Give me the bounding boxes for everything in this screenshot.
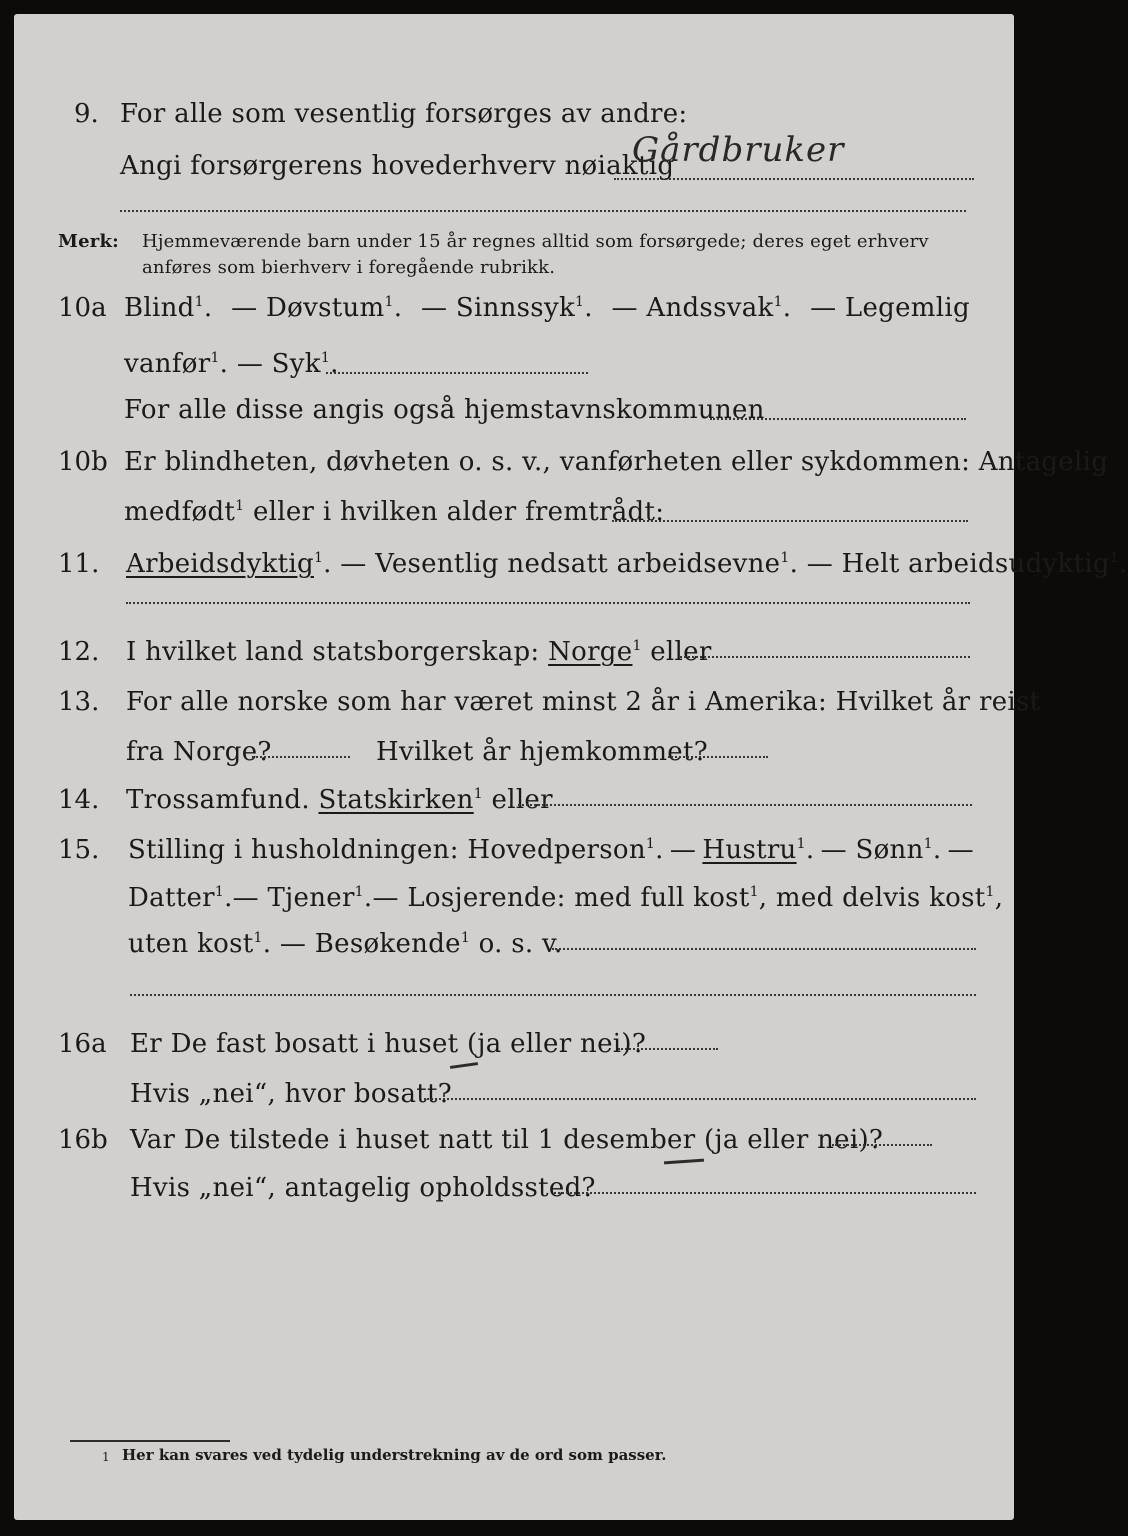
q11-number: 11.	[58, 549, 100, 579]
q15-line2: Datter$^1$. — Tjener$^1$. — Losjerende: med full kost$^1$, med delvis kost$^1$,	[128, 883, 1004, 913]
footnote-text: Her kan svares ved tydelig understrekning av de ord som passer.	[122, 1446, 667, 1464]
q16a-line1: Er De fast bosatt i huset (ja eller nei)?	[130, 1029, 647, 1059]
q12-answer-line[interactable]	[680, 656, 970, 658]
q16a-bosatt-line[interactable]	[424, 1098, 976, 1100]
q16a-number: 16a	[58, 1029, 107, 1059]
q10b-line1: Er blindheten, døvheten o. s. v., vanførheten eller sykdommen: Antagelig	[124, 447, 1109, 477]
q16b-answer-line[interactable]	[832, 1144, 932, 1146]
q9-line1: For alle som vesentlig forsørges av andre:	[120, 99, 688, 129]
q9-answer-line[interactable]	[614, 178, 974, 180]
q16b-line1: Var De tilstede i huset natt til 1 desember (ja eller nei)?	[130, 1125, 884, 1155]
q13-reist-line[interactable]	[252, 756, 350, 758]
q14-number: 14.	[58, 785, 100, 815]
q12-opt-norge-underlined[interactable]: Norge	[548, 637, 633, 667]
q13-number: 13.	[58, 687, 100, 717]
q10a-opt-dovstum: — Døvstum$^1$.	[231, 293, 403, 323]
q9-line2	[120, 150, 674, 182]
q10a-opt-andssvak: — Andssvak$^1$.	[611, 293, 792, 323]
q10b-number: 10b	[58, 447, 108, 477]
q14-answer-line[interactable]	[518, 804, 972, 806]
merk-line1: Hjemmeværende barn under 15 år regnes alltid som forsørgede; deres eget erhverv	[142, 231, 929, 252]
q10a-line2: vanfør$^1$. — Syk$^1$.	[124, 349, 339, 379]
q10a-syk-line[interactable]	[326, 372, 588, 374]
census-form-page	[14, 14, 1128, 1520]
merk-line2: anføres som bierhverv i foregående rubrikk.	[142, 257, 556, 278]
q16a-check-mark	[450, 1062, 478, 1069]
q15-line3: uten kost$^1$. — Besøkende$^1$ o. s. v.	[128, 929, 563, 959]
q12-line: I hvilket land statsborgerskap: Norge$^1$ eller	[126, 637, 712, 667]
q9-extra-line[interactable]	[120, 210, 966, 212]
q16a-line2: Hvis „nei“, hvor bosatt?	[130, 1079, 452, 1109]
q16b-check-mark	[664, 1159, 704, 1165]
q15-extra-line[interactable]	[130, 994, 976, 996]
q13-hjemkommet-line[interactable]	[668, 756, 768, 758]
q16b-number: 16b	[58, 1125, 108, 1155]
q15-opt-hustru-underlined[interactable]: Hustru	[702, 835, 797, 865]
q10a-line1	[124, 292, 970, 324]
q13-line2a: fra Norge?	[126, 737, 272, 767]
q10a-kommune-line[interactable]	[710, 418, 966, 420]
q11-line: Arbeidsdyktig$^1$. — Vesentlig nedsatt arbeidsevne$^1$. — Helt arbeidsudyktig$^1$.	[126, 549, 1128, 579]
q10b-line2: medfødt$^1$ eller i hvilken alder fremtrådt:	[124, 497, 665, 527]
q16a-answer-line[interactable]	[618, 1048, 718, 1050]
q11-extra-line[interactable]	[126, 602, 970, 604]
q13-line2b: Hvilket år hjemkommet?	[376, 737, 708, 767]
footnote-mark: 1	[102, 1450, 110, 1464]
q9-line2-text: Angi forsørgerens hovederhverv nøiaktig	[120, 151, 675, 181]
q16b-opholdssted-line[interactable]	[554, 1192, 976, 1194]
q15-answer-line[interactable]	[552, 948, 976, 950]
q15-line1: Stilling i husholdningen: Hovedperson$^1$. — Hustru$^1$. — Sønn$^1$. —	[128, 835, 974, 865]
q11-opt-arbeidsdyktig-underlined[interactable]: Arbeidsdyktig	[126, 549, 314, 579]
q10a-opt-legemlig: — Legemlig	[810, 293, 970, 323]
q9-number: 9.	[74, 99, 99, 129]
q14-line: Trossamfund. Statskirken$^1$ eller	[126, 785, 553, 815]
q13-line1: For alle norske som har været minst 2 år i Amerika: Hvilket år reist	[126, 687, 1041, 717]
q10a-line3: For alle disse angis også hjemstavnskommunen	[124, 395, 765, 425]
q10a-opt-blind: Blind$^1$.	[124, 293, 213, 323]
q12-number: 12.	[58, 637, 100, 667]
q10b-answer-line[interactable]	[612, 520, 968, 522]
q14-opt-statskirken-underlined[interactable]: Statskirken	[318, 785, 474, 815]
q10a-number: 10a	[58, 293, 107, 323]
q9-handwritten-answer: Gårdbruker	[632, 130, 845, 170]
footnote-rule	[70, 1440, 230, 1442]
q10a-opt-sinnssyk: — Sinnssyk$^1$.	[420, 293, 593, 323]
merk-label: Merk:	[58, 231, 119, 252]
q15-number: 15.	[58, 835, 100, 865]
q16b-line2: Hvis „nei“, antagelig opholdssted?	[130, 1173, 596, 1203]
